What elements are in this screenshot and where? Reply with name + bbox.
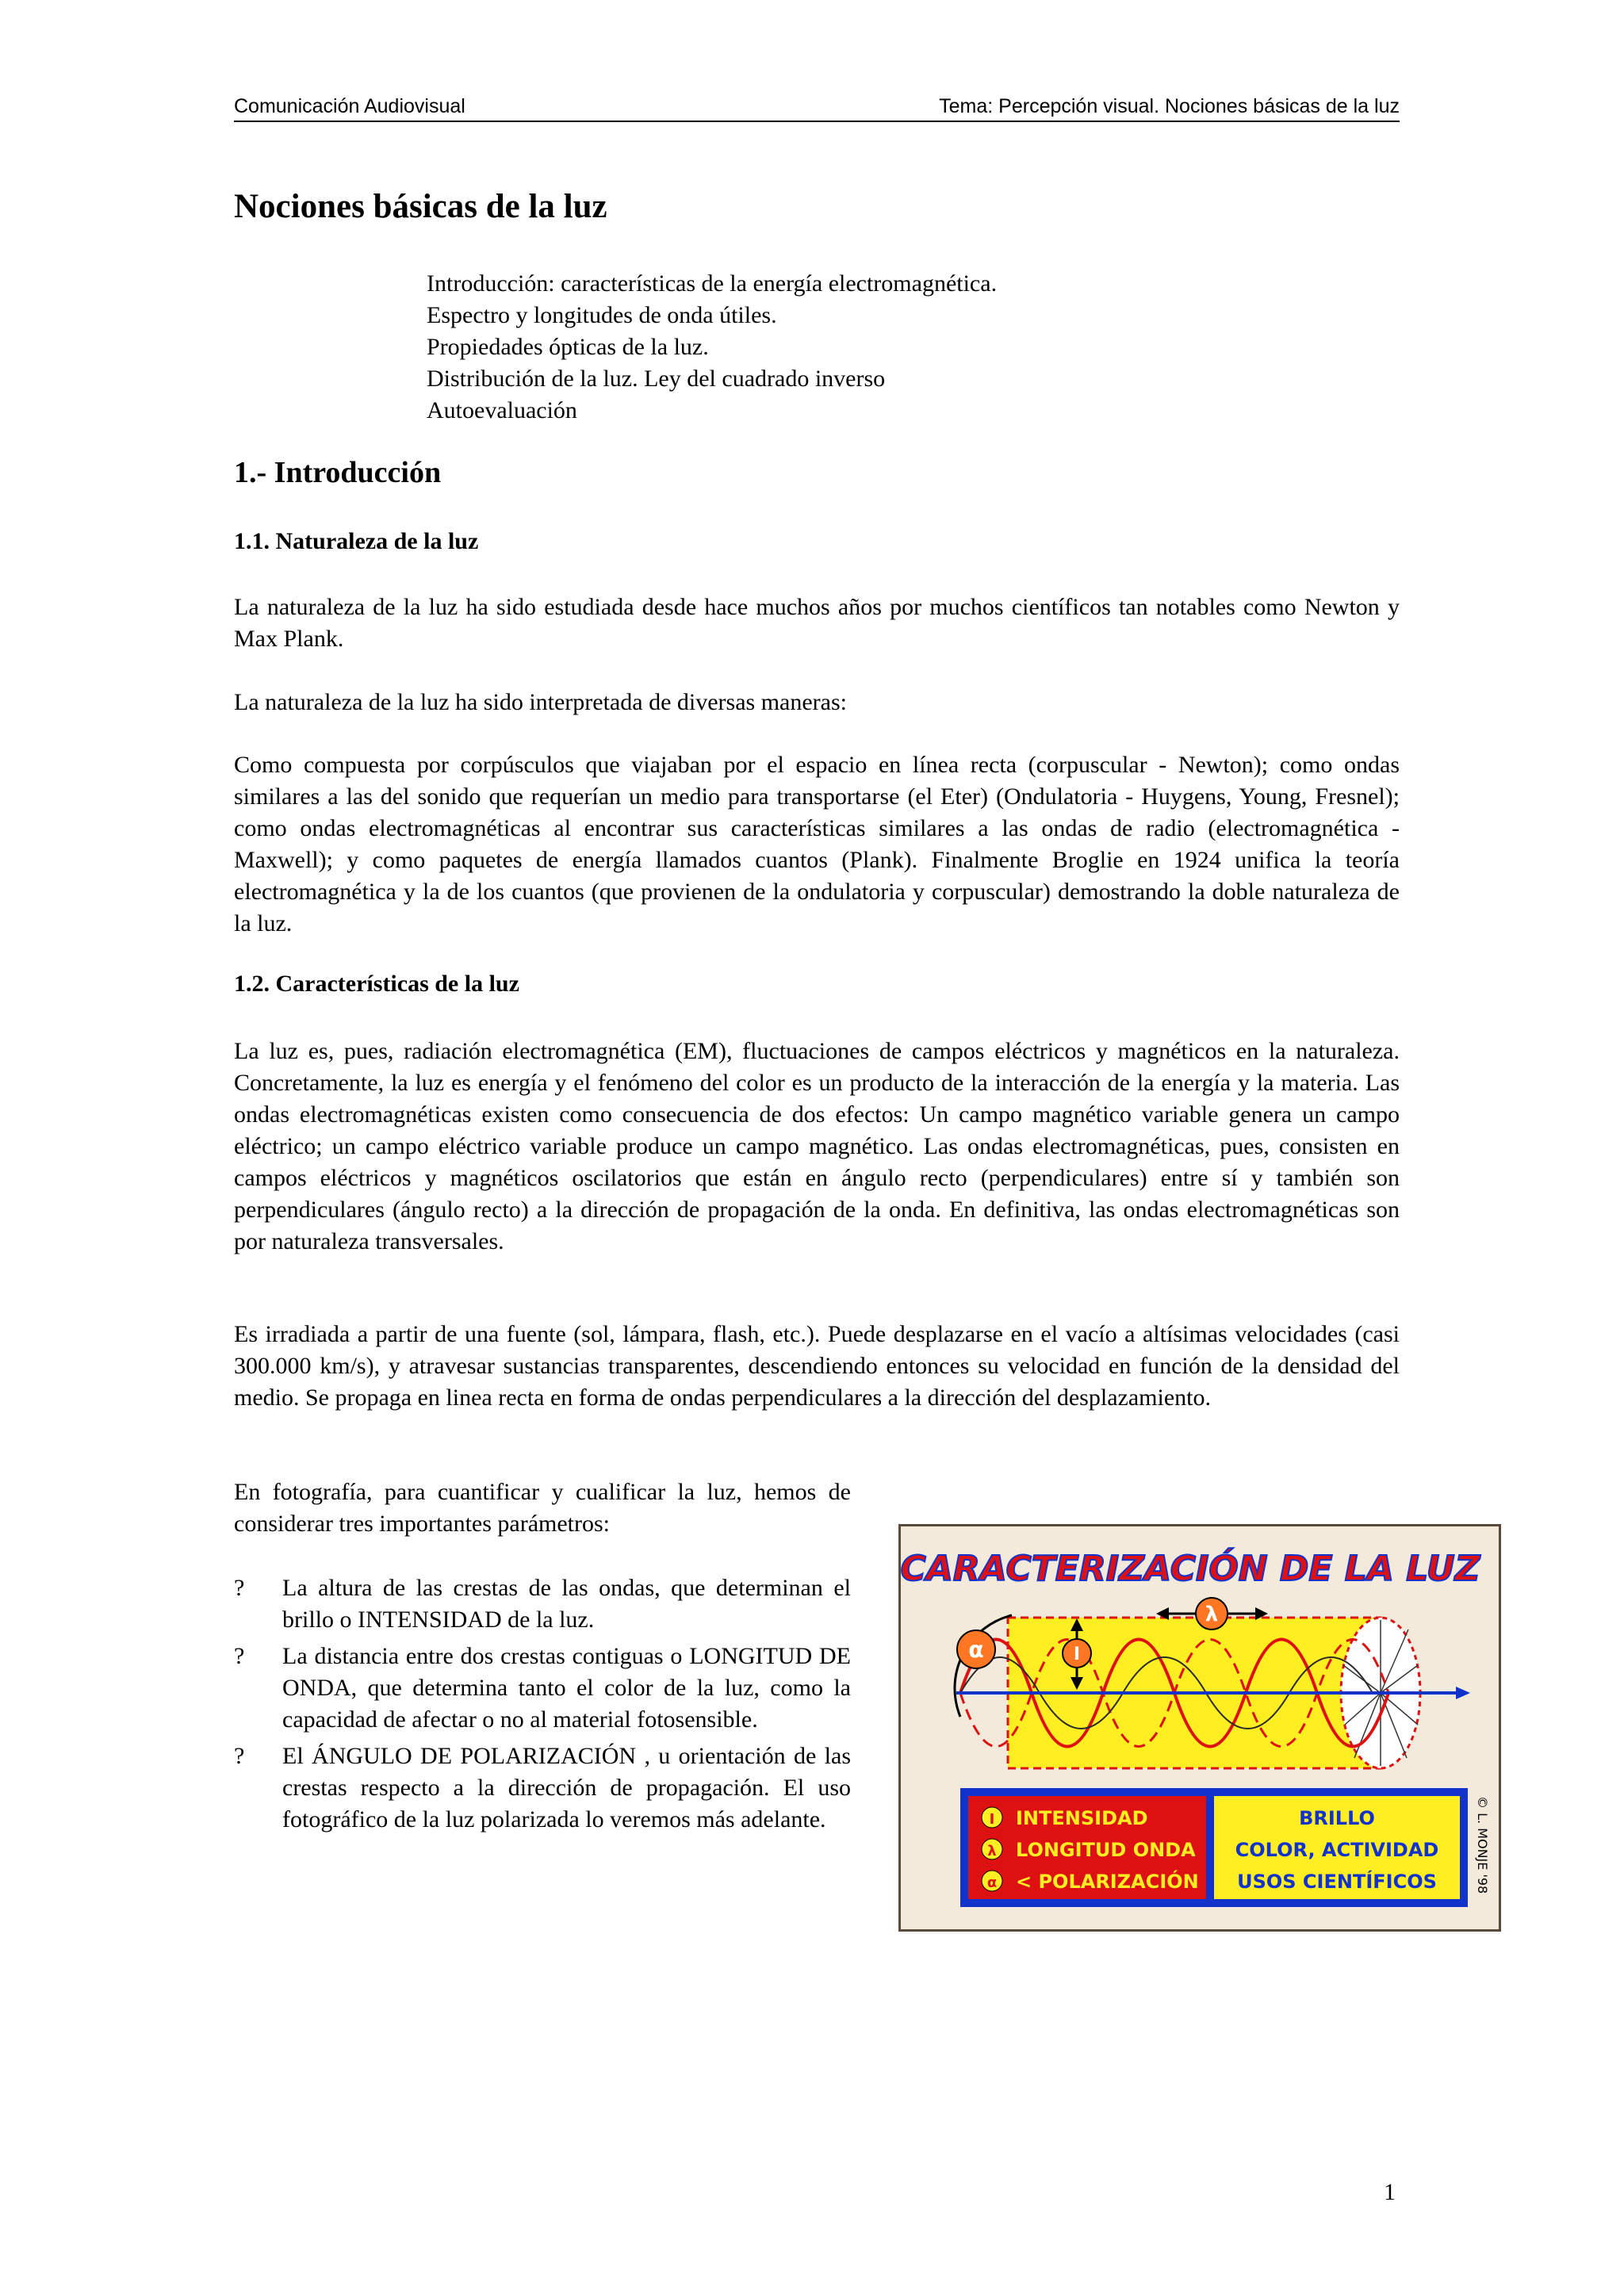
legend-meaning: USOS CIENTÍFICOS: [1237, 1871, 1437, 1893]
paragraph: Es irradiada a partir de una fuente (sol, lámpara, flash, etc.). Puede desplazarse en el vacío a altísimas velocidades (casi 300.000 km/s), y atravesar sustancias transparentes, descendiendo entonces su velocidad en función de la densidad del medio. Se propaga en linea recta en forma de ondas perpendiculares a la dirección del desplazamiento.: [234, 1321, 1400, 1411]
paragraph: La luz es, pues, radiación electromagnética (EM), fluctuaciones de campos eléctricos y magnéticos en la naturaleza. Concretamente, la luz es energía y el fenómeno del color es un producto de la interacción de la energía y la materia. Las ondas electromagnéticas existen como consecuencia de dos efectos: Un campo magnético variable genera un campo eléctrico; un campo eléctrico variable produce un campo magnético. Las ondas electromagnéticas, pues, consisten en campos eléctricos y magnéticos oscilatorios que están en ángulo recto (perpendiculares) entre sí y también son perpendiculares (ángulo recto) a la dirección de propagación de la onda. En definitiva, las ondas electromagnéticas son por naturaleza transversales.: [234, 1038, 1400, 1254]
intensity-symbol: I: [1073, 1645, 1081, 1664]
paragraph: En fotografía, para cuantificar y cualificar la luz, hemos de considerar tres importantes parámetros:: [234, 1479, 851, 1537]
parameter-list: [234, 1572, 851, 1840]
subsection-heading-caracteristicas: 1.2. Características de la luz: [234, 971, 519, 997]
subsection-heading-naturaleza: 1.1. Naturaleza de la luz: [234, 528, 479, 554]
legend-symbol: I: [989, 1811, 995, 1828]
page-number: 1: [1384, 2179, 1396, 2205]
paragraph: Como compuesta por corpúsculos que viajaban por el espacio en línea recta (corpuscular - Newton); como ondas similares a las del sonido que requerían un medio para transportarse (el Eter) (Ondulatoria - Huygens, Young, Fresnel); como ondas electromagnéticas al encontrar sus características similares a las ondas de radio (electromagnética - Maxwell); y como paquetes de energía llamados cuantos (Plank). Finalmente Broglie en 1924 unifica la teoría electromagnética y la de los cuantos (que provienen de la ondulatoria y corpuscular) demostrando la doble naturaleza de la luz.: [234, 752, 1400, 936]
angle-symbol: α: [968, 1637, 984, 1663]
list-item: [234, 1741, 851, 1836]
bullet-mark: ?: [234, 1575, 245, 1601]
legend-label: < POLARIZACIÓN: [1016, 1871, 1199, 1893]
paragraph: La naturaleza de la luz ha sido estudiada desde hace muchos años por muchos científicos tan notables como Newton y Max Plank.: [234, 594, 1400, 652]
section-heading-introduccion: 1.- Introducción: [234, 456, 442, 489]
bullet-mark: ?: [234, 1743, 245, 1769]
light-characterization-figure: [898, 1524, 1501, 1932]
list-item: [234, 1641, 851, 1736]
legend-meaning: BRILLO: [1299, 1807, 1375, 1829]
wavelength-symbol: λ: [1205, 1603, 1219, 1626]
header-course: Comunicación Audiovisual: [234, 95, 465, 117]
header-topic: Tema: Percepción visual. Nociones básicas de la luz: [939, 95, 1400, 117]
figure-credit: © L. MONJE '98: [1475, 1796, 1490, 1894]
list-item: [234, 1572, 851, 1636]
list-item-text: El ÁNGULO DE POLARIZACIÓN , u orientación de las crestas respecto a la dirección de propagación. El uso fotográfico de la luz polarizada lo veremos más adelante.: [282, 1743, 851, 1833]
axis-arrow-icon: [1456, 1687, 1470, 1699]
toc-item: Autoevaluación: [427, 397, 577, 423]
running-header: [234, 94, 1400, 122]
legend-meaning: COLOR, ACTIVIDAD: [1235, 1839, 1439, 1861]
legend-symbol: α: [986, 1875, 998, 1891]
list-item-text: La altura de las crestas de las ondas, que determinan el brillo o INTENSIDAD de la luz.: [282, 1575, 851, 1633]
toc-item: Introducción: características de la energía electromagnética.: [427, 270, 998, 297]
bullet-mark: ?: [234, 1643, 245, 1669]
table-of-contents: [427, 268, 997, 427]
toc-item: Distribución de la luz. Ley del cuadrado inverso: [427, 366, 886, 392]
paragraph: La naturaleza de la luz ha sido interpretada de diversas maneras:: [234, 689, 847, 715]
page-title: Nociones básicas de la luz: [234, 188, 607, 225]
legend-symbol: λ: [987, 1843, 997, 1859]
toc-item: Espectro y longitudes de onda útiles.: [427, 302, 777, 328]
legend-label: INTENSIDAD: [1016, 1807, 1148, 1829]
legend-label: LONGITUD ONDA: [1016, 1839, 1196, 1861]
toc-item: Propiedades ópticas de la luz.: [427, 334, 709, 360]
figure-title: CARACTERIZACIÓN DE LA LUZ: [901, 1549, 1480, 1589]
figure-illustration: [901, 1526, 1499, 1929]
list-item-text: La distancia entre dos crestas contiguas o LONGITUD DE ONDA, que determina tanto el color de la luz, como la capacidad de afectar o no al material fotosensible.: [282, 1643, 851, 1733]
